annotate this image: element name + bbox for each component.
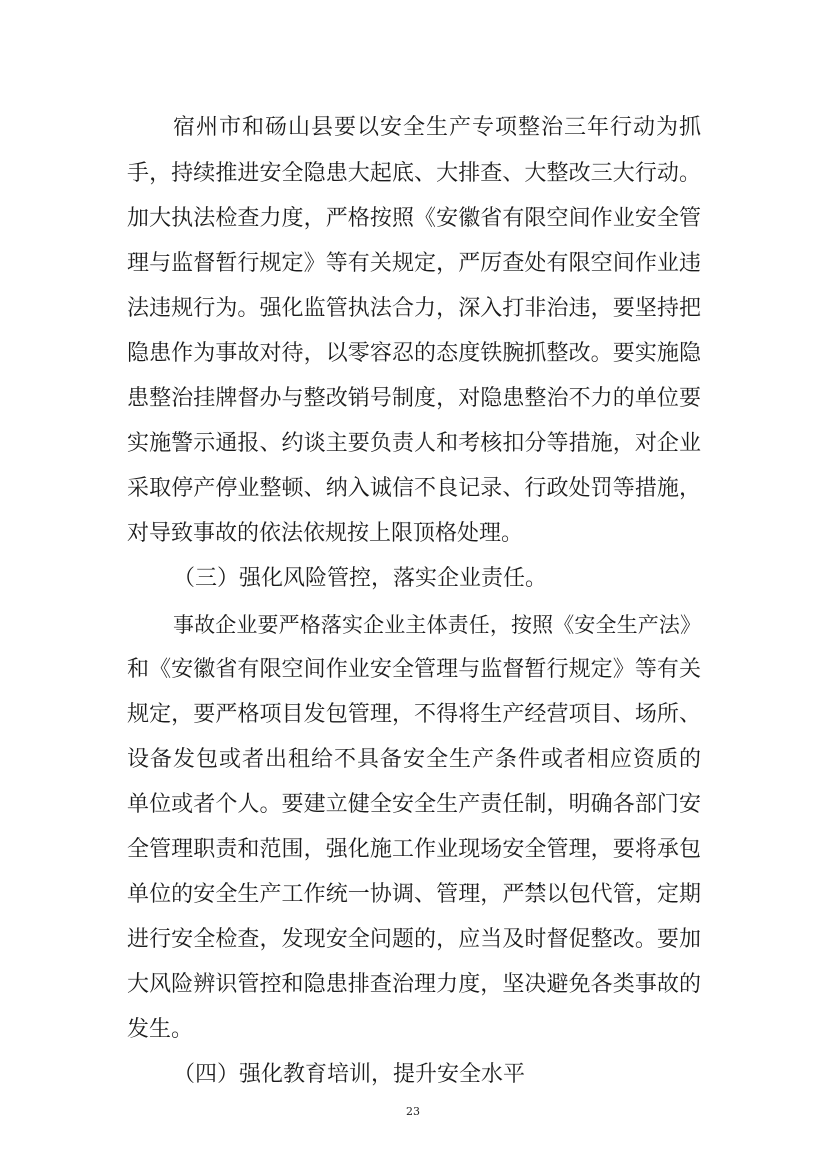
paragraph-line: 单位的安全生产工作统一协调、管理，严禁以包代管，定期 — [127, 882, 701, 907]
paragraph-line: 和《安徽省有限空间作业安全管理与监督暂行规定》等有关 — [127, 657, 701, 682]
section-heading-4: （四）强化教育培训，提升安全水平 — [173, 1062, 526, 1087]
paragraph-line: 患整治挂牌督办与整改销号制度，对隐患整治不力的单位要 — [127, 386, 701, 411]
paragraph-line: 事故企业要严格落实企业主体责任，按照《安全生产法》 — [173, 613, 701, 637]
paragraph-line: 理与监督暂行规定》等有关规定，严厉查处有限空间作业违 — [127, 251, 701, 276]
paragraph-line: 实施警示通报、约谈主要负责人和考核扣分等措施，对企业 — [127, 431, 701, 456]
paragraph-line: 单位或者个人。要建立健全安全生产责任制，明确各部门安 — [127, 792, 701, 817]
paragraph-line: 隐患作为事故对待，以零容忍的态度铁腕抓整改。要实施隐 — [127, 341, 701, 366]
page-number: 23 — [406, 1105, 420, 1118]
paragraph-line: 法违规行为。强化监管执法合力，深入打非治违，要坚持把 — [127, 296, 701, 321]
paragraph-line: 全管理职责和范围，强化施工作业现场安全管理，要将承包 — [127, 837, 701, 862]
paragraph-line: 手，持续推进安全隐患大起底、大排查、大整改三大行动。 — [127, 161, 701, 186]
paragraph-line: 对导致事故的依法依规按上限顶格处理。 — [127, 521, 524, 546]
paragraph-line: 大风险辨识管控和隐患排查治理力度，坚决避免各类事故的 — [127, 972, 701, 997]
paragraph-line: 宿州市和砀山县要以安全生产专项整治三年行动为抓 — [173, 115, 701, 140]
paragraph-line: 规定，要严格项目发包管理，不得将生产经营项目、场所、 — [127, 702, 701, 727]
section-heading-3: （三）强化风险管控，落实企业责任。 — [173, 566, 548, 591]
paragraph-line: 发生。 — [127, 1017, 194, 1042]
paragraph-line: 加大执法检查力度，严格按照《安徽省有限空间作业安全管 — [127, 206, 701, 231]
paragraph-line: 进行安全检查，发现安全问题的，应当及时督促整改。要加 — [127, 927, 701, 952]
paragraph-line: 采取停产停业整顿、纳入诚信不良记录、行政处罚等措施， — [127, 476, 701, 501]
paragraph-line: 设备发包或者出租给不具备安全生产条件或者相应资质的 — [127, 747, 701, 772]
